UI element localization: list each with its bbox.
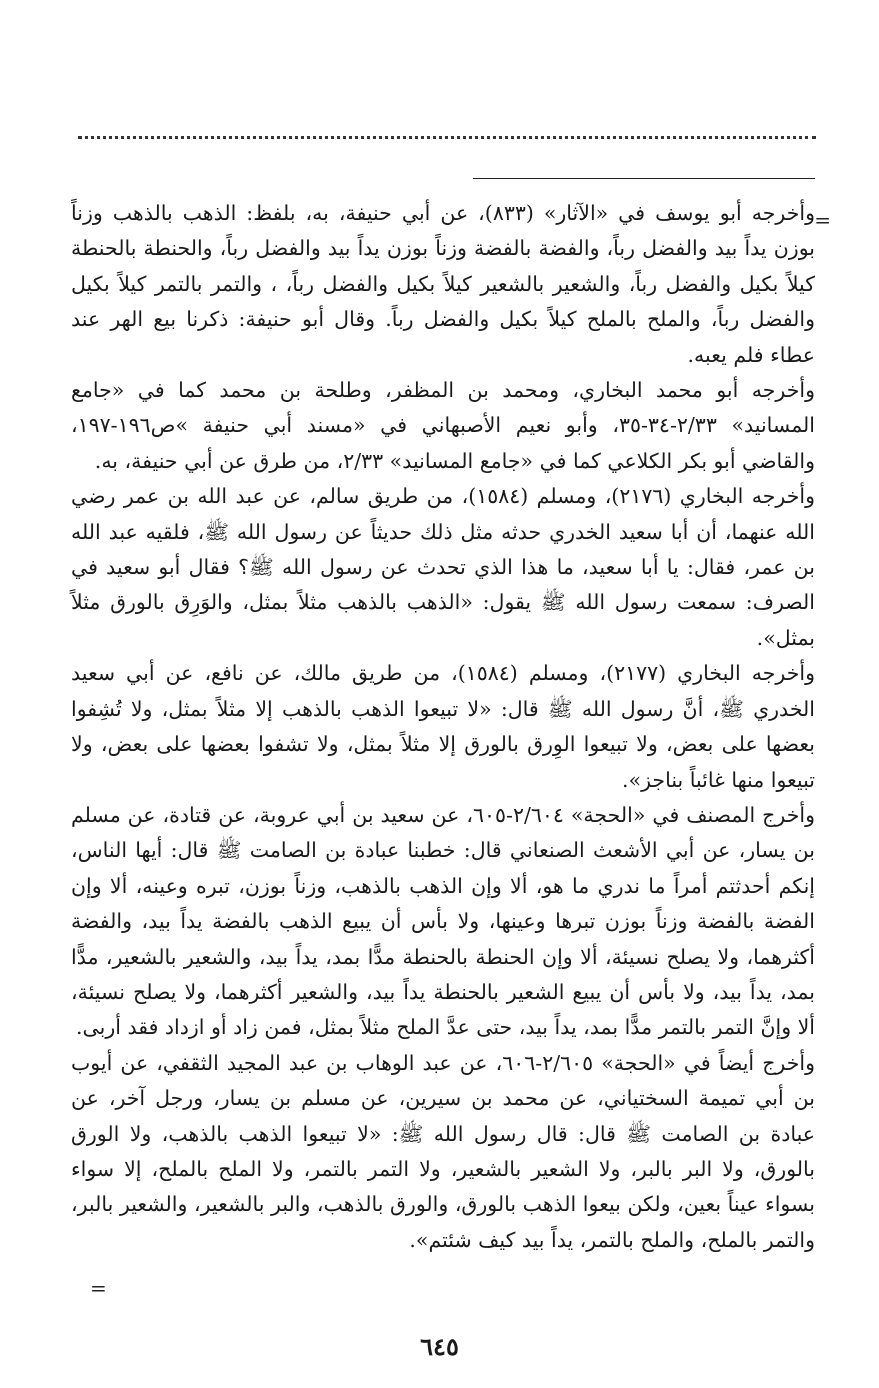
footnote-paragraph: وأخرجه البخاري (٢١٧٧)، ومسلم (١٥٨٤)، من طريق مالك، عن نافع، عن أبي سعيد الخدري ﷺ، أنَّ رسول الله ﷺ قال: «لا تبيعوا الذهب بالذهب إلا مثلاً بمثل، ولا تُشِفوا بعضها على بعض، ولا تبيعوا الوِرق بالورق إلا مثلاً بمثل، ولا تشفوا بعضها على بعض، ولا تبيعوا منها غائباً بناجز». <box>71 661 816 792</box>
footnotes-body <box>71 196 815 1258</box>
footnote-paragraph: وأخرجه أبو يوسف في «الآثار» (٨٣٣)، عن أبي حنيفة، به، بلفظ: الذهب بالذهب وزناً بوزن يداً بيد والفضل رباً، والفضة بالفضة وزناً بوزن يداً بيد والفضل رباً، والحنطة بالحنطة كيلاً بكيل والفضل رباً، والشعير بالشعير كيلاً بكيل والفضل رباً، ، والتمر بالتمر كيلاً بكيل والفضل رباً، والملح بالملح كيلاً بكيل والفضل رباً. وقال أبو حنيفة: ذكرنا بيع الهر عند عطاء فلم يعبه. <box>71 201 815 367</box>
page-number: ٦٤٥ <box>420 1332 459 1361</box>
footnote-paragraph: وأخرج المصنف في «الحجة» ٢/٦٠٤-٦٠٥، عن سعيد بن أبي عروبة، عن قتادة، عن مسلم بن يسار، عن أبي الأشعث الصنعاني قال: خطبنا عبادة بن الصامت ﷺ قال: أيها الناس، إنكم أحدثتم أمراً ما ندري ما هو، ألا وإن الذهب بالذهب، وزناً بوزن، تبره وعينه، ألا وإن الفضة بالفضة وزناً بوزن تبرها وعينها، ولا بأس أن يبيع الذهب بالفضة يداً بيد، والفضة أكثرهما، ولا يصلح نسيئة، ألا وإن الحنطة بالحنطة مدًّا بمد، يداً بيد، والشعير بالشعير، مدًّا بمد، يداً بيد، ولا بأس أن يبيع الشعير بالحنطة يداً بيد، والشعير أكثرهما، ولا يصلح نسيئة، ألا وإنَّ التمر بالتمر مدًّا بمد، يداً بيد، حتى عدَّ الملح مثلاً بمثل، فمن زاد أو ازداد فقد أربى. <box>71 802 815 1040</box>
continuation-mark-bottom: = <box>90 1276 107 1300</box>
footnote-separator-dots <box>78 126 816 139</box>
footnote-paragraph: وأخرج أيضاً في «الحجة» ٢/٦٠٥-٦٠٦، عن عبد الوهاب بن عبد المجيد الثقفي، عن أيوب بن أبي تميمة السختياني، عن محمد بن سيرين، عن مسلم بن يسار، ورجل آخر، عن عبادة بن الصامت ﷺ قال: قال رسول الله ﷺ: «لا تبيعوا الذهب بالذهب، ولا الورق بالورق، ولا البر بالبر، ولا الشعير بالشعير، ولا التمر بالتمر، ولا الملح بالملح، إلا سواء بسواء عيناً بعين، ولكن بيعوا الذهب بالورق، والورق بالذهب، والبر بالشعير، والشعير بالبر، والتمر بالملح، والملح بالتمر، يداً بيد كيف شئتم». <box>71 1050 815 1252</box>
continuation-mark-top: = <box>814 208 831 232</box>
footnote-paragraph: وأخرجه البخاري (٢١٧٦)، ومسلم (١٥٨٤)، من طريق سالم، عن عبد الله بن عمر رضي الله عنهما، أن أبا سعيد الخدري حدثه مثل ذلك حديثاً عن رسول الله ﷺ، فلقيه عبد الله بن عمر، فقال: يا أبا سعيد، ما هذا الذي تحدث عن رسول الله ﷺ؟ فقال أبو سعيد في الصرف: سمعت رسول الله ﷺ يقول: «الذهب بالذهب مثلاً بمثل، والوَرِق بالورق مثلاً بمثل». <box>71 484 815 650</box>
footnote-paragraph: وأخرجه أبو محمد البخاري، ومحمد بن المظفر، وطلحة بن محمد كما في «جامع المسانيد» ٢/٣٣-٣٤-٣٥، وأبو نعيم الأصبهاني في «مسند أبي حنيفة »ص١٩٦-١٩٧، والقاضي أبو بكر الكلاعي كما في «جامع المسانيد» ٢/٣٣، من طرق عن أبي حنيفة، به. <box>71 378 815 473</box>
footnote-rule <box>473 178 815 179</box>
